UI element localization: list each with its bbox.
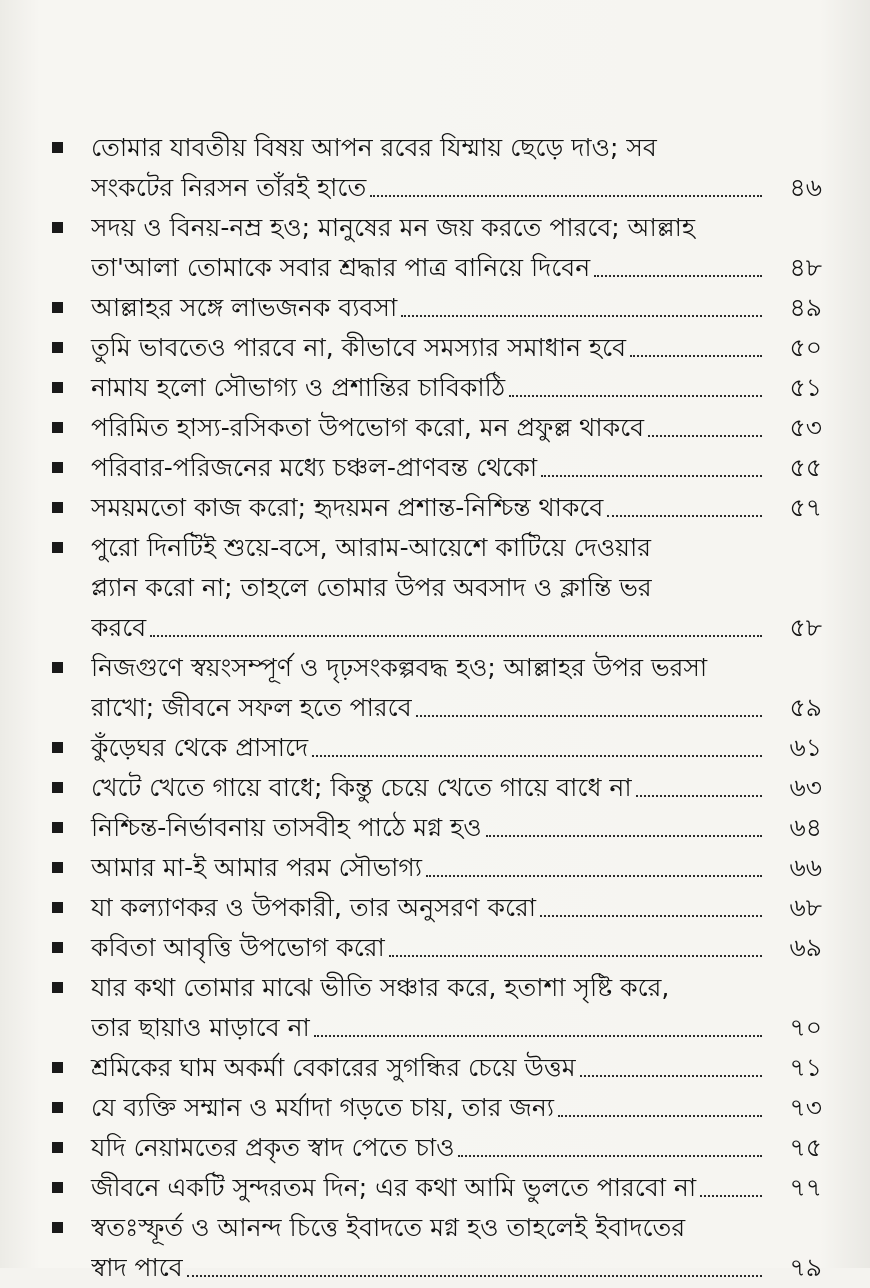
- toc-page-number: ৬৯: [789, 933, 822, 962]
- toc-entry-title-line: প্ল্যান করো না; তাহলে তোমার উপর অবসাদ ও ক্লান্তি ভর: [91, 573, 652, 602]
- toc-entry: [52, 488, 822, 528]
- toc-entry: [52, 848, 822, 888]
- toc-entry-title-line: পুরো দিনটিই শুয়ে-বসে, আরাম-আয়েশে কাটিয়ে দেওয়ার: [91, 533, 652, 562]
- dot-leader: [700, 1195, 762, 1197]
- toc-entry: [52, 448, 822, 488]
- toc-entry: [52, 1208, 822, 1288]
- toc-entry-title-line: নিজগুণে স্বয়ংসম্পূর্ণ ও দৃঢ়সংকল্পবদ্ধ হও; আল্লাহর উপর ভরসা: [91, 653, 708, 682]
- toc-page-number: ৫৫: [789, 453, 822, 482]
- toc-entry-title: পরিমিত হাস্য-রসিকতা উপভোগ করো, মন প্রফুল্ল থাকবে: [91, 413, 645, 442]
- dot-leader: [648, 435, 762, 437]
- toc-page-number: ৪৬: [789, 173, 822, 202]
- toc-entry: [52, 888, 822, 928]
- toc-entry-title: খেটে খেতে গায়ে বাধে; কিন্তু চেয়ে খেতে গায়ে বাধে না: [91, 773, 632, 802]
- dot-leader: [389, 955, 762, 957]
- toc-entry-title: কুঁড়েঘর থেকে প্রাসাদে: [91, 733, 309, 762]
- dot-leader: [580, 1075, 762, 1077]
- toc-page-number: ৭৫: [789, 1133, 822, 1162]
- toc-page-number: ৫৯: [789, 693, 822, 722]
- toc-page-number: ৫১: [789, 373, 822, 402]
- toc-entry: [52, 368, 822, 408]
- toc-entry-title: যা কল্যাণকর ও উপকারী, তার অনুসরণ করো: [91, 893, 536, 922]
- toc-page-number: ৫৩: [789, 413, 822, 442]
- bullet-square-icon: [52, 1222, 63, 1233]
- toc-page-number: ৫৭: [789, 493, 822, 522]
- toc-page-number: ৭৩: [789, 1093, 822, 1122]
- toc-entry: [52, 928, 822, 968]
- toc-entry-title: আমার মা-ই আমার পরম সৌভাগ্য: [91, 853, 422, 882]
- dot-leader: [541, 475, 762, 477]
- bullet-square-icon: [52, 342, 63, 353]
- toc-entry: [52, 808, 822, 848]
- bullet-square-icon: [52, 862, 63, 873]
- bullet-square-icon: [52, 222, 63, 233]
- toc-entry-title: তুমি ভাবতেও পারবে না, কীভাবে সমস্যার সমাধান হবে: [91, 333, 627, 362]
- toc-entry: [52, 1168, 822, 1208]
- toc-entry: [52, 328, 822, 368]
- toc-entry-title: যে ব্যক্তি সম্মান ও মর্যাদা গড়তে চায়, তার জন্য: [91, 1093, 555, 1122]
- toc-entry-title: সংকটের নিরসন তাঁরই হাতে: [91, 173, 367, 202]
- bullet-square-icon: [52, 462, 63, 473]
- bullet-square-icon: [52, 1062, 63, 1073]
- toc-entry: [52, 648, 822, 728]
- bullet-square-icon: [52, 302, 63, 313]
- dot-leader: [486, 835, 762, 837]
- bullet-square-icon: [52, 1142, 63, 1153]
- bullet-square-icon: [52, 942, 63, 953]
- bullet-square-icon: [52, 1182, 63, 1193]
- toc-entry-title: নামায হলো সৌভাগ্য ও প্রশান্তির চাবিকাঠি: [91, 373, 506, 402]
- toc-entry-title-line: যার কথা তোমার মাঝে ভীতি সঞ্চার করে, হতাশা সৃষ্টি করে,: [91, 973, 670, 1002]
- toc-entry-title-line: স্বতঃস্ফূর্ত ও আনন্দ চিত্তে ইবাদতে মগ্ন হও তাহলেই ইবাদতের: [91, 1213, 686, 1242]
- toc-entry: [52, 1088, 822, 1128]
- bullet-square-icon: [52, 502, 63, 513]
- dot-leader: [636, 795, 762, 797]
- dot-leader: [312, 755, 762, 757]
- toc-entry-title-line: তোমার যাবতীয় বিষয় আপন রবের যিম্মায় ছেড়ে দাও; সব: [91, 133, 657, 162]
- toc-entry-title: কবিতা আবৃত্তি উপভোগ করো: [91, 933, 385, 962]
- toc-page-number: ৭৭: [789, 1173, 822, 1202]
- dot-leader: [558, 1115, 762, 1117]
- dot-leader: [540, 915, 762, 917]
- toc-page-number: ৭১: [789, 1053, 822, 1082]
- bullet-square-icon: [52, 142, 63, 153]
- dot-leader: [314, 1035, 762, 1037]
- bullet-square-icon: [52, 822, 63, 833]
- toc-page-number: ৫০: [789, 333, 822, 362]
- bullet-square-icon: [52, 1102, 63, 1113]
- toc-page-number: ৬৬: [789, 853, 822, 882]
- toc-entry: [52, 1048, 822, 1088]
- toc-entry-title: করবে: [91, 613, 147, 642]
- toc-page-number: ৭৯: [789, 1253, 822, 1282]
- toc-entry-title: শ্রমিকের ঘাম অকর্মা বেকারের সুগন্ধির চেয়ে উত্তম: [91, 1053, 576, 1082]
- toc-entry: [52, 128, 822, 208]
- toc-entry-title: আল্লাহর সঙ্গে লাভজনক ব্যবসা: [91, 293, 398, 322]
- toc-page-number: ৬৮: [789, 893, 822, 922]
- dot-leader: [401, 315, 762, 317]
- dot-leader: [607, 515, 762, 517]
- dot-leader: [187, 1275, 762, 1277]
- bullet-square-icon: [52, 542, 63, 553]
- toc-entry-title: তার ছায়াও মাড়াবে না: [91, 1013, 310, 1042]
- bullet-square-icon: [52, 902, 63, 913]
- toc-entry-title: তা'আলা তোমাকে সবার শ্রদ্ধার পাত্র বানিয়ে দিবেন: [91, 253, 591, 282]
- dot-leader: [509, 395, 762, 397]
- bullet-square-icon: [52, 382, 63, 393]
- toc-entry: [52, 728, 822, 768]
- table-of-contents: [52, 128, 822, 1288]
- toc-page-number: ৭০: [789, 1013, 822, 1042]
- toc-entry: [52, 528, 822, 648]
- toc-page-number: ৬১: [789, 733, 822, 762]
- toc-page-number: ৬৪: [789, 813, 822, 842]
- toc-entry-title: সময়মতো কাজ করো; হৃদয়মন প্রশান্ত-নিশ্চিন্ত থাকবে: [91, 493, 604, 522]
- toc-entry-title: রাখো; জীবনে সফল হতে পারবে: [91, 693, 412, 722]
- toc-entry: [52, 288, 822, 328]
- dot-leader: [370, 195, 762, 197]
- toc-page-number: ৪৮: [789, 253, 822, 282]
- toc-entry-title: যদি নেয়ামতের প্রকৃত স্বাদ পেতে চাও: [91, 1133, 455, 1162]
- dot-leader: [458, 1155, 762, 1157]
- toc-entry-title: স্বাদ পাবে: [91, 1253, 183, 1282]
- dot-leader: [594, 275, 762, 277]
- bullet-square-icon: [52, 782, 63, 793]
- toc-page-number: ৫৮: [789, 613, 822, 642]
- toc-entry-title-line: সদয় ও বিনয়-নম্র হও; মানুষের মন জয় করতে পারবে; আল্লাহ: [91, 213, 695, 242]
- toc-entry: [52, 208, 822, 288]
- dot-leader: [150, 635, 762, 637]
- bullet-square-icon: [52, 422, 63, 433]
- toc-page-number: ৬৩: [789, 773, 822, 802]
- toc-entry: [52, 1128, 822, 1168]
- toc-entry-title: পরিবার-পরিজনের মধ্যে চঞ্চল-প্রাণবন্ত থেকো: [91, 453, 538, 482]
- toc-page-number: ৪৯: [789, 293, 822, 322]
- dot-leader: [416, 715, 762, 717]
- toc-entry: [52, 968, 822, 1048]
- bullet-square-icon: [52, 742, 63, 753]
- bullet-square-icon: [52, 662, 63, 673]
- toc-entry-title: জীবনে একটি সুন্দরতম দিন; এর কথা আমি ভুলতে পারবো না: [91, 1173, 697, 1202]
- toc-entry: [52, 408, 822, 448]
- toc-entry-title: নিশ্চিন্ত-নির্ভাবনায় তাসবীহ পাঠে মগ্ন হও: [91, 813, 482, 842]
- dot-leader: [426, 875, 762, 877]
- dot-leader: [630, 355, 762, 357]
- bullet-square-icon: [52, 982, 63, 993]
- toc-entry: [52, 768, 822, 808]
